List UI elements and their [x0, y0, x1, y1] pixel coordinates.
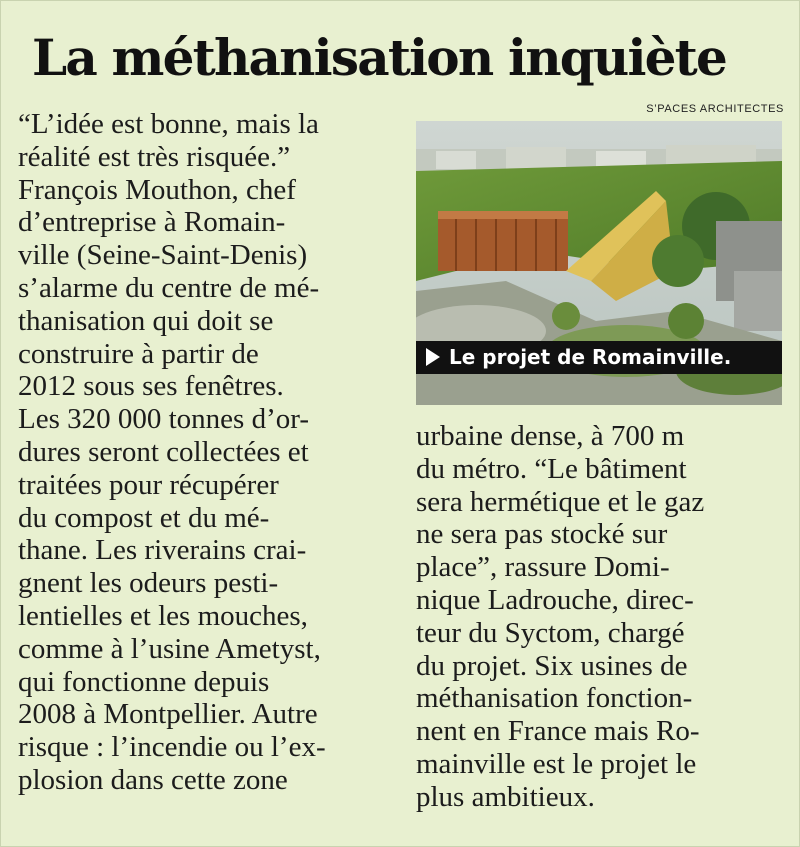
left-line: qui fonctionne depuis	[18, 665, 270, 698]
headline: La méthanisation inquiète	[32, 28, 726, 87]
left-line: réalité est très risquée.”	[18, 140, 291, 173]
left-line: d’entreprise à Romain-	[18, 206, 286, 239]
left-line: 2008 à Montpellier. Autre	[18, 698, 318, 731]
left-line: s’alarme du centre de mé-	[18, 271, 320, 304]
left-line: risque : l’incendie ou l’ex-	[18, 731, 326, 764]
right-line: place”, rassure Domi-	[416, 551, 670, 584]
left-line: dures seront collectées et	[18, 435, 309, 468]
play-triangle-icon	[426, 348, 440, 366]
left-line: Les 320 000 tonnes d’or-	[18, 403, 309, 436]
right-line: du projet. Six usines de	[416, 649, 688, 682]
right-line: urbaine dense, à 700 m	[416, 420, 685, 452]
left-line: “L’idée est bonne, mais la	[18, 108, 319, 140]
left-column	[18, 108, 394, 797]
left-line: ville (Seine-Saint-Denis)	[18, 239, 308, 272]
left-line: plosion dans cette zone	[18, 763, 288, 796]
left-line: François Mouthon, chef	[18, 173, 296, 206]
left-line: lentielles et les mouches,	[18, 599, 308, 632]
right-line: sera hermétique et le gaz	[416, 485, 705, 518]
right-line: plus ambitieux.	[416, 780, 595, 813]
right-line: nique Ladrouche, direc-	[416, 583, 694, 616]
photo-caption-bar	[416, 341, 782, 374]
right-line: du métro. “Le bâtiment	[416, 452, 687, 485]
left-line: construire à partir de	[18, 337, 259, 370]
left-line: traitées pour récupérer	[18, 468, 279, 501]
left-line: comme à l’usine Ametyst,	[18, 632, 321, 665]
left-line: du compost et du mé-	[18, 501, 270, 534]
left-line: gnent les odeurs pesti-	[18, 567, 279, 600]
photo-caption-text: Le projet de Romainville.	[449, 345, 732, 369]
right-line: méthanisation fonction-	[416, 682, 693, 715]
right-line: mainville est le projet le	[416, 747, 697, 780]
left-line: 2012 sous ses fenêtres.	[18, 370, 284, 403]
left-line: thanisation qui doit se	[18, 304, 274, 337]
right-line: ne sera pas stocké sur	[416, 518, 668, 551]
photo-credit: S’PACES ARCHITECTES	[646, 103, 784, 115]
right-line: teur du Syctom, chargé	[416, 616, 685, 649]
right-column	[416, 420, 786, 814]
left-line: thane. Les riverains crai-	[18, 534, 307, 567]
right-line: nent en France mais Ro-	[416, 715, 700, 748]
